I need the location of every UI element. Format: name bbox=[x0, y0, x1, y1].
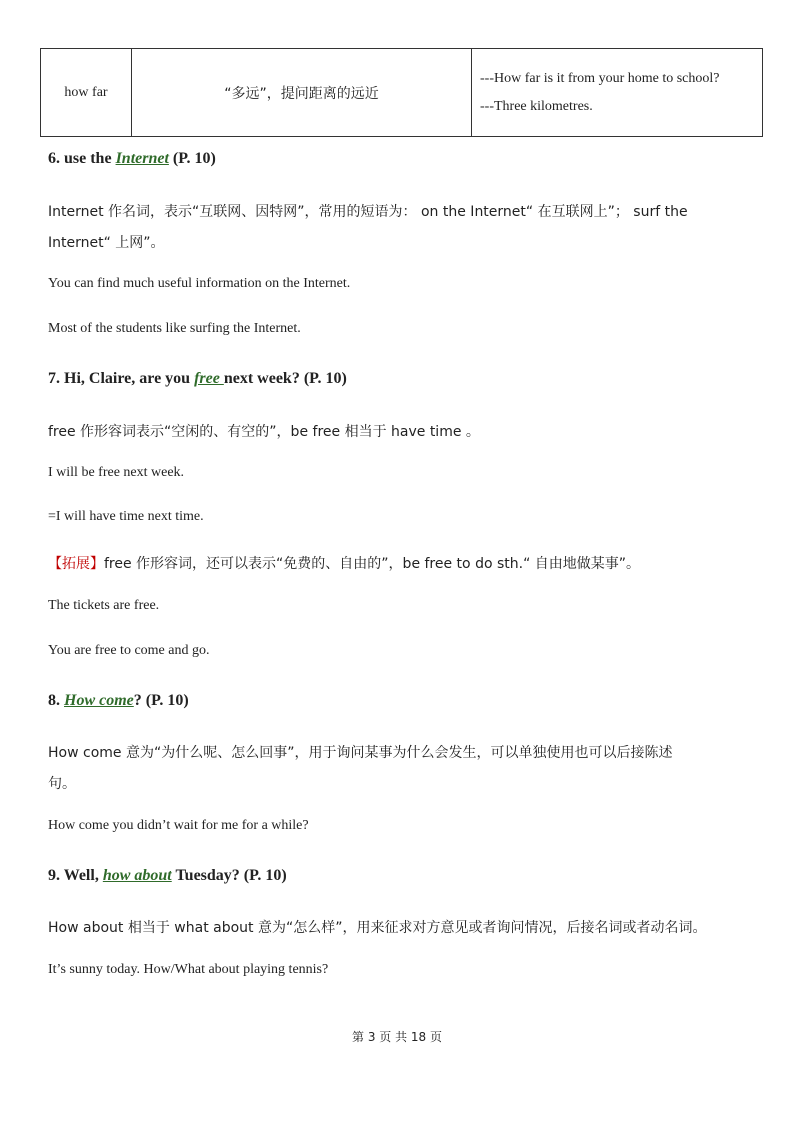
section-9-explanation: How about 相当于 what about 意为“怎么样”，用来征求对方意见或者询问情况，后接名词或者动名词。 bbox=[48, 920, 707, 936]
table-cell-meaning bbox=[132, 49, 472, 137]
section-8-explanation-line2: 句。 bbox=[48, 776, 76, 792]
section-8-explanation-line1: How come 意为“为什么呢、怎么回事”，用于询问某事为什么会发生，可以单独使用也可以后接陈述 bbox=[48, 745, 673, 761]
section-8-example-1: How come you didn’t wait for me for a while? bbox=[48, 818, 309, 833]
section-7-explanation: free 作形容词表示“空闲的、有空的”，be free 相当于 have time 。 bbox=[48, 424, 480, 440]
phrase-table bbox=[40, 48, 763, 137]
section-9-example-1: It’s sunny today. How/What about playing tennis? bbox=[48, 962, 329, 977]
heading-keyword: Internet bbox=[115, 150, 169, 167]
table-row bbox=[41, 49, 763, 137]
extension-label: 【拓展】 bbox=[48, 556, 104, 572]
section-7-example-4: You are free to come and go. bbox=[48, 643, 210, 658]
table-cell-phrase bbox=[41, 49, 132, 137]
table-cell-example bbox=[472, 49, 763, 137]
section-6-explanation-line1: Internet 作名词，表示“互联网、因特网”，常用的短语为： on the Internet“ 在互联网上”； surf the bbox=[48, 204, 688, 220]
section-7-extension bbox=[48, 553, 640, 573]
section-6-heading bbox=[48, 150, 216, 168]
heading-page-ref: Tuesday? (P. 10) bbox=[171, 867, 287, 884]
section-7-example-3: The tickets are free. bbox=[48, 598, 160, 613]
heading-page-ref: ? (P. 10) bbox=[133, 692, 189, 709]
page-footer: 第 3 页 共 18 页 bbox=[352, 1030, 442, 1044]
phrase-text: how far bbox=[64, 84, 108, 100]
meaning-text: “多远”，提问距离的远近 bbox=[224, 85, 379, 102]
section-7-example-2: =I will have time next time. bbox=[48, 509, 204, 524]
heading-page-ref: next week? (P. 10) bbox=[223, 370, 347, 387]
heading-text: 9. Well, bbox=[48, 867, 103, 884]
extension-text: free 作形容词，还可以表示“免费的、自由的”，be free to do sth.“ 自由地做某事”。 bbox=[104, 556, 641, 572]
heading-text: 6. use the bbox=[48, 150, 116, 167]
section-9-heading bbox=[48, 867, 287, 885]
heading-text: 8. bbox=[48, 692, 64, 709]
section-7-heading bbox=[48, 370, 347, 388]
section-8-heading bbox=[48, 692, 189, 710]
section-6-example-2: Most of the students like surfing the Internet. bbox=[48, 321, 301, 336]
example-question: ---How far is it from your home to school? bbox=[480, 70, 720, 86]
section-6-explanation-line2: Internet“ 上网”。 bbox=[48, 235, 165, 251]
section-7-example-1: I will be free next week. bbox=[48, 465, 185, 480]
heading-page-ref: (P. 10) bbox=[168, 150, 216, 167]
heading-keyword: How come bbox=[64, 692, 134, 709]
section-6-example-1: You can find much useful information on the Internet. bbox=[48, 276, 351, 291]
example-answer: ---Three kilometres. bbox=[480, 98, 593, 114]
heading-keyword: free bbox=[194, 370, 224, 387]
heading-keyword: how about bbox=[102, 867, 172, 884]
heading-text: 7. Hi, Claire, are you bbox=[48, 370, 195, 387]
